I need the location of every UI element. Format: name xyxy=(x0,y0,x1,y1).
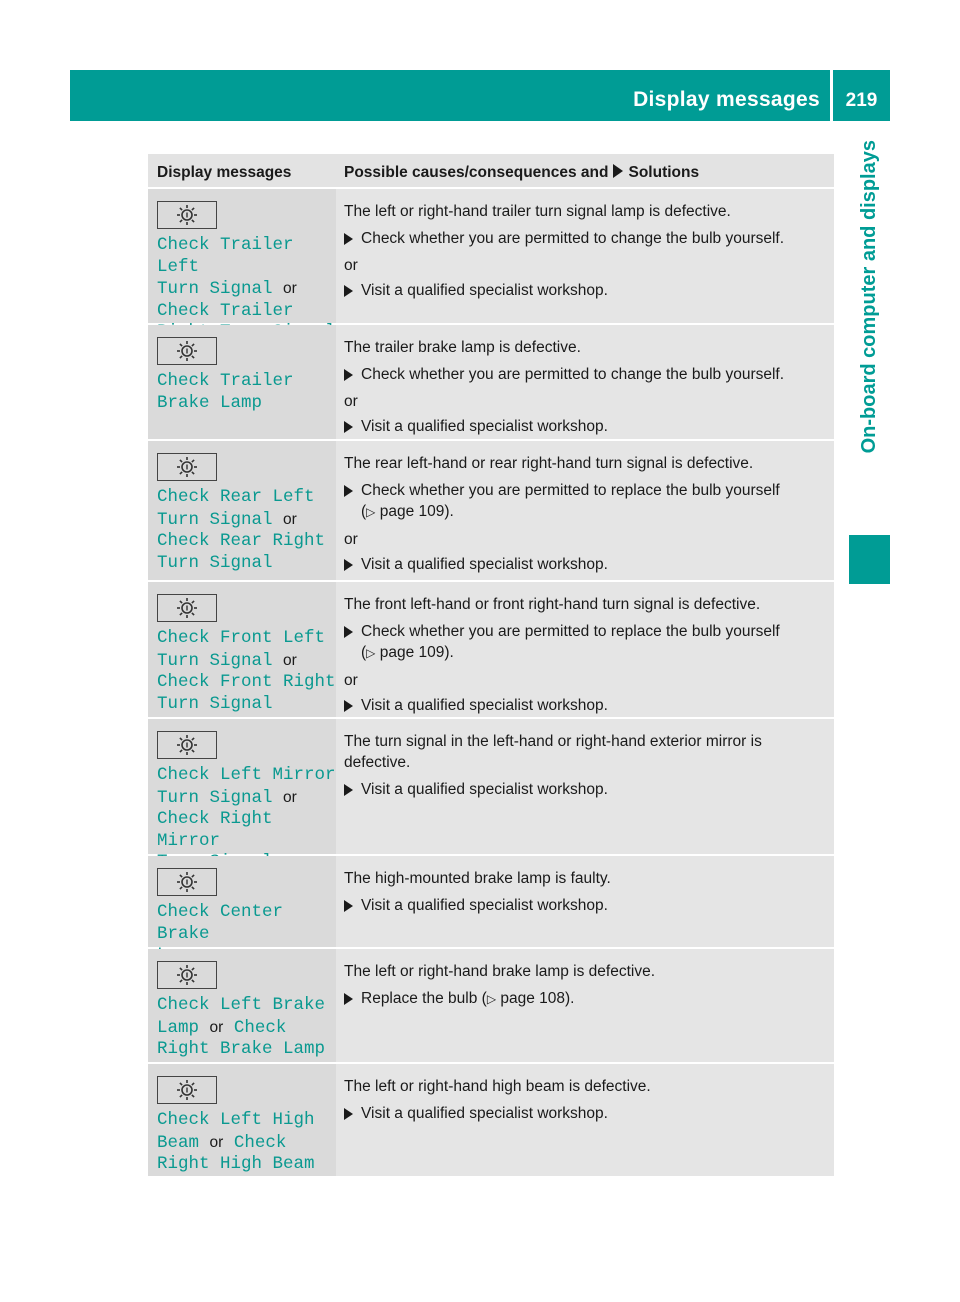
message-text: Check xyxy=(233,1132,287,1153)
action-item: Visit a qualified specialist workshop. xyxy=(344,554,826,575)
side-tab-marker xyxy=(849,535,890,584)
solution-cell xyxy=(336,441,834,580)
message-text: Turn Signal xyxy=(157,279,273,299)
action-item: Visit a qualified specialist workshop. xyxy=(344,416,826,437)
solution-cell xyxy=(336,949,834,1062)
message-cell xyxy=(148,325,336,439)
or-label: or xyxy=(344,393,358,410)
column-header-causes xyxy=(336,154,834,187)
bulb-icon xyxy=(157,868,217,896)
message-cell xyxy=(148,949,336,1062)
message-text: Right Brake Lamp xyxy=(157,1039,326,1059)
action-item: Visit a qualified specialist workshop. xyxy=(344,779,826,800)
display-message xyxy=(157,371,336,414)
action-item: Check whether you are permitted to change the bulb yourself. xyxy=(344,364,826,385)
cause-description: The turn signal in the left-hand or right-hand exterior mirror is defective. xyxy=(344,733,762,771)
or-label: or xyxy=(209,1018,224,1036)
cause-description: The high-mounted brake lamp is faulty. xyxy=(344,870,611,887)
action-item: Visit a qualified specialist workshop. xyxy=(344,1103,826,1124)
table-row xyxy=(148,949,834,1064)
action-item: Visit a qualified specialist workshop. xyxy=(344,280,826,301)
or-label: or xyxy=(209,1133,224,1151)
message-text: Turn Signal xyxy=(157,787,273,808)
message-text: Beam xyxy=(157,1132,200,1153)
action-item: Check whether you are permitted to change the bulb yourself. xyxy=(344,228,826,249)
page-title: Display messages xyxy=(633,88,820,111)
action-item xyxy=(344,988,826,1010)
display-message xyxy=(157,995,336,1061)
table-row xyxy=(148,325,834,441)
or-label: or xyxy=(283,280,297,297)
display-message xyxy=(157,628,336,715)
bulb-icon xyxy=(157,731,217,759)
message-text: Turn Signal xyxy=(157,509,273,530)
column-header-causes-prefix: Possible causes/consequences and xyxy=(344,164,609,181)
message-text: Check Center Brake xyxy=(157,902,284,944)
solution-cell xyxy=(336,1064,834,1176)
page-reference-arrow-icon: ▷ xyxy=(486,992,497,1006)
message-cell xyxy=(148,582,336,717)
display-messages-table xyxy=(148,154,834,1178)
bulb-icon xyxy=(157,594,217,622)
cause-description: The left or right-hand brake lamp is defective. xyxy=(344,963,656,980)
page-reference-arrow-icon: ▷ xyxy=(366,646,376,660)
message-cell xyxy=(148,441,336,580)
message-text: Check Rear Left xyxy=(157,487,315,507)
or-label: or xyxy=(283,510,297,528)
column-header-causes-suffix: Solutions xyxy=(628,164,700,181)
message-text: Turn Signal xyxy=(157,650,273,671)
bulb-icon xyxy=(157,961,217,989)
side-tab xyxy=(849,140,890,530)
page-header xyxy=(70,70,890,121)
table-header-row xyxy=(148,154,834,189)
column-header-messages: Display messages xyxy=(148,154,336,187)
action-item: Visit a qualified specialist workshop. xyxy=(344,895,826,916)
message-text: Check Trailer xyxy=(157,371,294,391)
page-reference[interactable]: page 109). xyxy=(379,644,454,661)
message-text: Check Rear Right xyxy=(157,531,326,551)
action-text: Check whether you are permitted to replace the bulb yourself xyxy=(361,482,780,499)
page-reference[interactable]: page 108). xyxy=(500,990,575,1007)
table-row xyxy=(148,719,834,856)
message-text: Check Left Mirror xyxy=(157,765,336,785)
arrow-right-icon xyxy=(613,164,623,178)
or-label: or xyxy=(344,531,358,548)
message-cell xyxy=(148,1064,336,1176)
page-reference[interactable]: page 109). xyxy=(379,503,454,520)
message-text: Check Right Mirror xyxy=(157,809,273,851)
message-cell xyxy=(148,189,336,323)
action-item: Check whether you are permitted to replace the bulb yourself (▷ page 109). xyxy=(344,621,826,664)
table-row xyxy=(148,1064,834,1178)
bulb-icon xyxy=(157,337,217,365)
message-text: Check Front Left xyxy=(157,628,326,648)
side-tab-label: On-board computer and displays xyxy=(858,140,880,454)
solution-cell xyxy=(336,719,834,854)
solution-cell xyxy=(336,582,834,717)
cause-description: The left or right-hand trailer turn signal lamp is defective. xyxy=(344,203,731,220)
solution-cell xyxy=(336,189,834,323)
cause-description: The left or right-hand high beam is defective. xyxy=(344,1078,651,1095)
table-row xyxy=(148,582,834,719)
display-message xyxy=(157,1110,336,1176)
display-message xyxy=(157,487,336,574)
action-item: Visit a qualified specialist workshop. xyxy=(344,695,826,716)
solution-cell xyxy=(336,325,834,439)
page-reference-arrow-icon: ▷ xyxy=(366,505,376,519)
message-text: Check Trailer Left xyxy=(157,235,294,277)
or-label: or xyxy=(344,672,358,689)
solution-cell xyxy=(336,856,834,947)
cause-description: The front left-hand or front right-hand turn signal is defective. xyxy=(344,596,761,613)
table-row xyxy=(148,189,834,325)
action-item: Check whether you are permitted to replace the bulb yourself (▷ page 109). xyxy=(344,480,826,523)
message-cell xyxy=(148,856,336,947)
message-cell xyxy=(148,719,336,854)
message-text: Lamp xyxy=(157,1017,200,1038)
message-text: Check xyxy=(233,1017,287,1038)
action-text: Check whether you are permitted to replace the bulb yourself xyxy=(361,623,780,640)
action-text: Replace the bulb ( xyxy=(361,990,487,1007)
message-text: Check Trailer xyxy=(157,300,294,321)
bulb-icon xyxy=(157,1076,217,1104)
message-text: Right High Beam xyxy=(157,1154,315,1174)
message-text: Check Left High xyxy=(157,1110,315,1130)
table-row xyxy=(148,856,834,949)
message-text: Turn Signal xyxy=(157,552,273,573)
message-text: Check Front Right xyxy=(157,672,336,692)
cause-description: The trailer brake lamp is defective. xyxy=(344,339,581,356)
cause-description: The rear left-hand or rear right-hand turn signal is defective. xyxy=(344,455,754,472)
bulb-icon xyxy=(157,201,217,229)
message-text: Brake Lamp xyxy=(157,392,263,413)
or-label: or xyxy=(344,257,358,274)
bulb-icon xyxy=(157,453,217,481)
table-row xyxy=(148,441,834,582)
message-text: Turn Signal xyxy=(157,693,273,714)
page-number: 219 xyxy=(845,90,878,111)
message-text: Check Left Brake xyxy=(157,995,326,1015)
or-label: or xyxy=(283,788,297,806)
or-label: or xyxy=(283,651,297,669)
